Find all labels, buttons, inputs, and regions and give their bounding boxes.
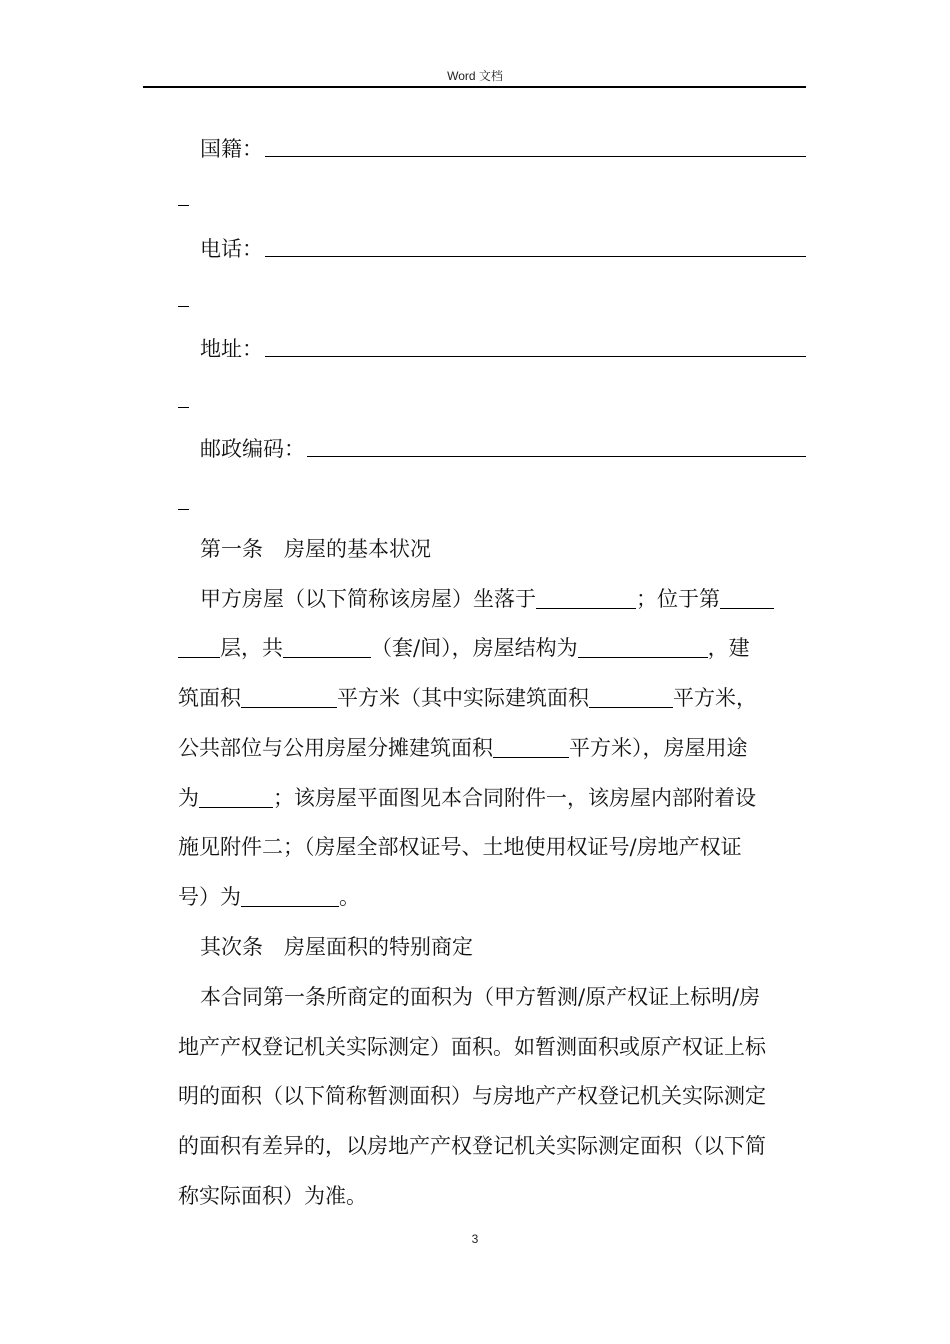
page-number: 3 xyxy=(471,1232,479,1246)
field-label: 邮政编码： xyxy=(200,437,305,461)
fill-blank[interactable] xyxy=(241,687,337,708)
trailing-underscore xyxy=(178,407,189,408)
field-label: 地址： xyxy=(200,337,263,361)
article1-line: 为 ；该房屋平面图见本合同附件一，该房屋内部附着设 xyxy=(178,786,756,810)
trailing-underscore xyxy=(178,205,189,206)
article2-heading: 其次条 房屋面积的特别商定 xyxy=(200,935,473,959)
fill-blank[interactable] xyxy=(265,336,806,357)
fill-blank[interactable] xyxy=(265,136,806,157)
fill-blank[interactable] xyxy=(178,637,220,658)
fill-blank[interactable] xyxy=(265,236,806,257)
field-label: 国籍： xyxy=(200,137,263,161)
fill-blank[interactable] xyxy=(283,637,371,658)
field-label: 电话： xyxy=(200,237,263,261)
fill-blank[interactable] xyxy=(589,687,673,708)
fill-blank[interactable] xyxy=(307,436,806,457)
field-address xyxy=(200,334,806,364)
trailing-underscore xyxy=(178,509,189,510)
fill-blank[interactable] xyxy=(720,588,774,609)
page-header-title: Word 文档 xyxy=(447,69,503,83)
article1-heading: 第一条 房屋的基本状况 xyxy=(200,537,431,561)
article1-line: 施见附件二；（房屋全部权证号、土地使用权证号/房地产权证 xyxy=(178,835,742,859)
fill-blank[interactable] xyxy=(493,737,569,758)
article2-line: 地产产权登记机关实际测定）面积。如暂测面积或原产权证上标 xyxy=(178,1035,766,1059)
article1-line: 公共部位与公用房屋分摊建筑面积 平方米），房屋用途 xyxy=(178,736,748,760)
fill-blank[interactable] xyxy=(536,588,636,609)
article1-line: 号）为 。 xyxy=(178,885,360,909)
article1-line: 甲方房屋（以下简称该房屋）坐落于 ；位于第 xyxy=(200,584,806,614)
field-nationality xyxy=(200,134,806,164)
field-phone xyxy=(200,234,806,264)
field-postcode xyxy=(200,434,806,464)
trailing-underscore xyxy=(178,306,189,307)
fill-blank[interactable] xyxy=(199,787,273,808)
article2-line: 明的面积（以下简称暂测面积）与房地产产权登记机关实际测定 xyxy=(178,1084,766,1108)
fill-blank[interactable] xyxy=(241,886,339,907)
fill-blank[interactable] xyxy=(578,637,708,658)
article2-line: 本合同第一条所商定的面积为（甲方暂测/原产权证上标明/房 xyxy=(200,985,761,1009)
article1-line: 筑面积 平方米（其中实际建筑面积 平方米， xyxy=(178,686,757,710)
article1-line: 层，共 （套/间），房屋结构为 ，建 xyxy=(178,633,806,663)
article2-line: 称实际面积）为准。 xyxy=(178,1184,367,1208)
article2-line: 的面积有差异的，以房地产产权登记机关实际测定面积（以下简 xyxy=(178,1134,766,1158)
header-divider xyxy=(143,86,806,88)
